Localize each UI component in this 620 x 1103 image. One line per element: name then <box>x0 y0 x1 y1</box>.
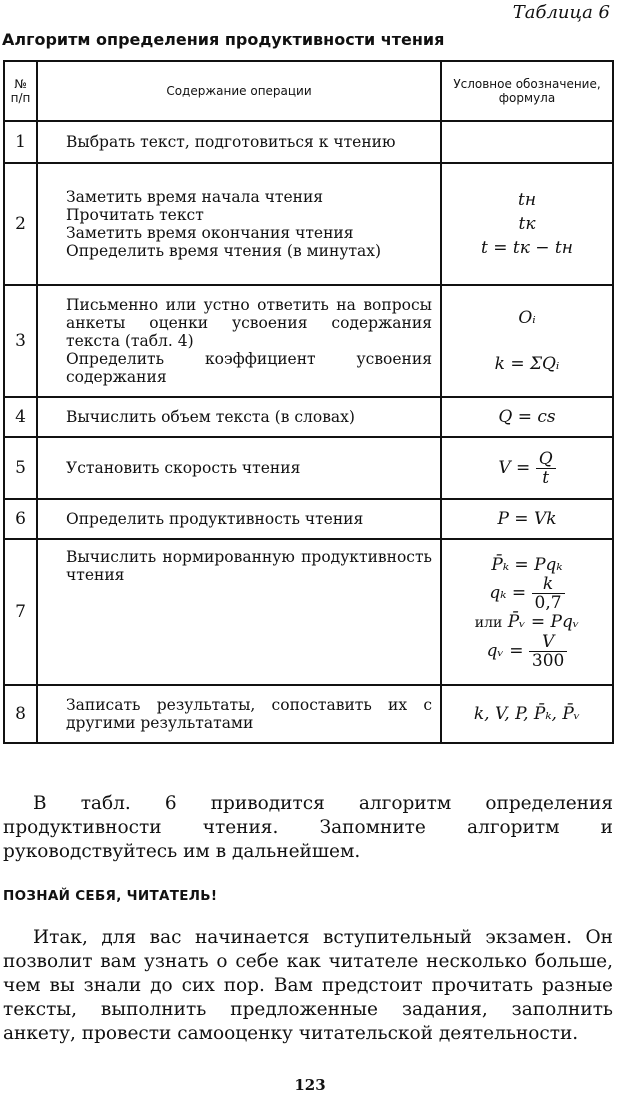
row-number: 6 <box>4 499 37 539</box>
page-number: 123 <box>294 1076 326 1094</box>
row-formula <box>441 285 613 397</box>
formula-qk <box>442 575 612 612</box>
formula-end-time: tк <box>518 214 536 234</box>
table-row <box>4 437 613 499</box>
table-caption: Алгоритм определения продуктивности чтения <box>2 30 445 49</box>
row-operation <box>37 163 441 285</box>
fraction-numerator: k <box>532 575 565 594</box>
fraction-numerator: Q <box>536 450 556 469</box>
row-operation <box>37 685 441 743</box>
table-row <box>4 163 613 285</box>
paragraph-intro <box>3 792 613 864</box>
row-number: 2 <box>4 163 37 285</box>
formula-qk-fraction <box>532 575 565 612</box>
table-row <box>4 397 613 437</box>
row-number: 8 <box>4 685 37 743</box>
row-number: 4 <box>4 397 37 437</box>
header-formula: Условное обозначение, формула <box>441 61 613 121</box>
row-number: 3 <box>4 285 37 397</box>
operation-text: Определить продуктивность чтения <box>66 510 364 528</box>
operation-text: Установить скорость чтения <box>66 459 301 477</box>
table-header-row <box>4 61 613 121</box>
formula-speed-fraction <box>536 450 556 487</box>
formula-qv-lhs: qᵥ = <box>486 640 524 661</box>
formula-duration: t = tк − tн <box>481 238 573 258</box>
formula-norm-productivity-v: P̄ᵥ = Pqᵥ <box>507 611 580 632</box>
row-operation <box>37 539 441 685</box>
operation-text: Определить время чтения (в минутах) <box>66 242 382 260</box>
table-row <box>4 499 613 539</box>
fraction-numerator: V <box>529 633 567 652</box>
row-formula <box>441 437 613 499</box>
row-formula: P = Vk <box>441 499 613 539</box>
table-row <box>4 539 613 685</box>
formula-qk-lhs: qₖ = <box>489 582 527 603</box>
formula-coefficient: k = ΣQᵢ <box>494 354 560 374</box>
operation-text: Заметить время окончания чтения <box>66 224 354 242</box>
operation-text: Вычислить нормированную продуктивность чтения <box>66 548 432 584</box>
row-formula <box>441 539 613 685</box>
operation-text: Определить коэффициент усвоения содержания <box>66 350 432 386</box>
row-operation <box>37 285 441 397</box>
fraction-denominator: 0,7 <box>534 592 562 613</box>
paragraph-exam <box>3 926 613 1046</box>
formula-answers: Oᵢ <box>518 308 536 328</box>
fraction-denominator: 300 <box>531 650 565 671</box>
header-num-abbr: п/п <box>10 91 31 105</box>
paragraph-exam-text: Итак, для вас начинается вступительный экзамен. Он позволит вам узнать о себе как читателе несколько больше, чем вы знали до сих пор. Вам предстоит прочитать разные тексты, выполнить предложенные задания, заполнить анкету, провести самооценку читательской деятельности. <box>3 927 613 1044</box>
operation-text: Выбрать текст, подготовиться к чтению <box>66 133 396 151</box>
table-row <box>4 685 613 743</box>
row-operation <box>37 397 441 437</box>
formula-or: или <box>474 614 503 631</box>
operation-text: Прочитать текст <box>66 206 204 224</box>
row-number: 7 <box>4 539 37 685</box>
table-row <box>4 285 613 397</box>
fraction-denominator: t <box>542 467 550 488</box>
operation-text: Заметить время начала чтения <box>66 188 324 206</box>
operation-text: Письменно или устно ответить на вопросы анкеты оценки усвоения содержания текста (табл. 4) <box>66 296 432 350</box>
header-num <box>4 61 37 121</box>
formula-qv <box>442 633 612 670</box>
section-title: ПОЗНАЙ СЕБЯ, ЧИТАТЕЛЬ! <box>3 888 218 904</box>
header-operation: Содержание операции <box>37 61 441 121</box>
formula-qv-fraction <box>529 633 567 670</box>
header-num-symbol: № <box>14 77 27 91</box>
row-formula: Q = cs <box>441 397 613 437</box>
row-operation <box>37 121 441 163</box>
algorithm-table <box>3 60 614 744</box>
formula-start-time: tн <box>517 190 537 210</box>
row-formula <box>441 121 613 163</box>
operation-text: Вычислить объем текста (в словах) <box>66 408 355 426</box>
table-label: Таблица 6 <box>512 2 610 23</box>
row-formula: k, V, P, P̄ₖ, P̄ᵥ <box>441 685 613 743</box>
operation-text: Записать результаты, сопоставить их с другими результатами <box>66 696 432 732</box>
formula-norm-productivity-k: P̄ₖ = Pqₖ <box>491 554 563 575</box>
row-number: 5 <box>4 437 37 499</box>
row-number: 1 <box>4 121 37 163</box>
row-operation <box>37 437 441 499</box>
row-operation <box>37 499 441 539</box>
formula-alt <box>442 612 612 633</box>
row-formula <box>441 163 613 285</box>
formula-speed-lhs: V = <box>498 457 531 478</box>
paragraph-intro-text: В табл. 6 приводится алгоритм определения продуктивности чтения. Запомните алгоритм и руководствуйтесь им в дальнейшем. <box>3 793 613 862</box>
table-row <box>4 121 613 163</box>
